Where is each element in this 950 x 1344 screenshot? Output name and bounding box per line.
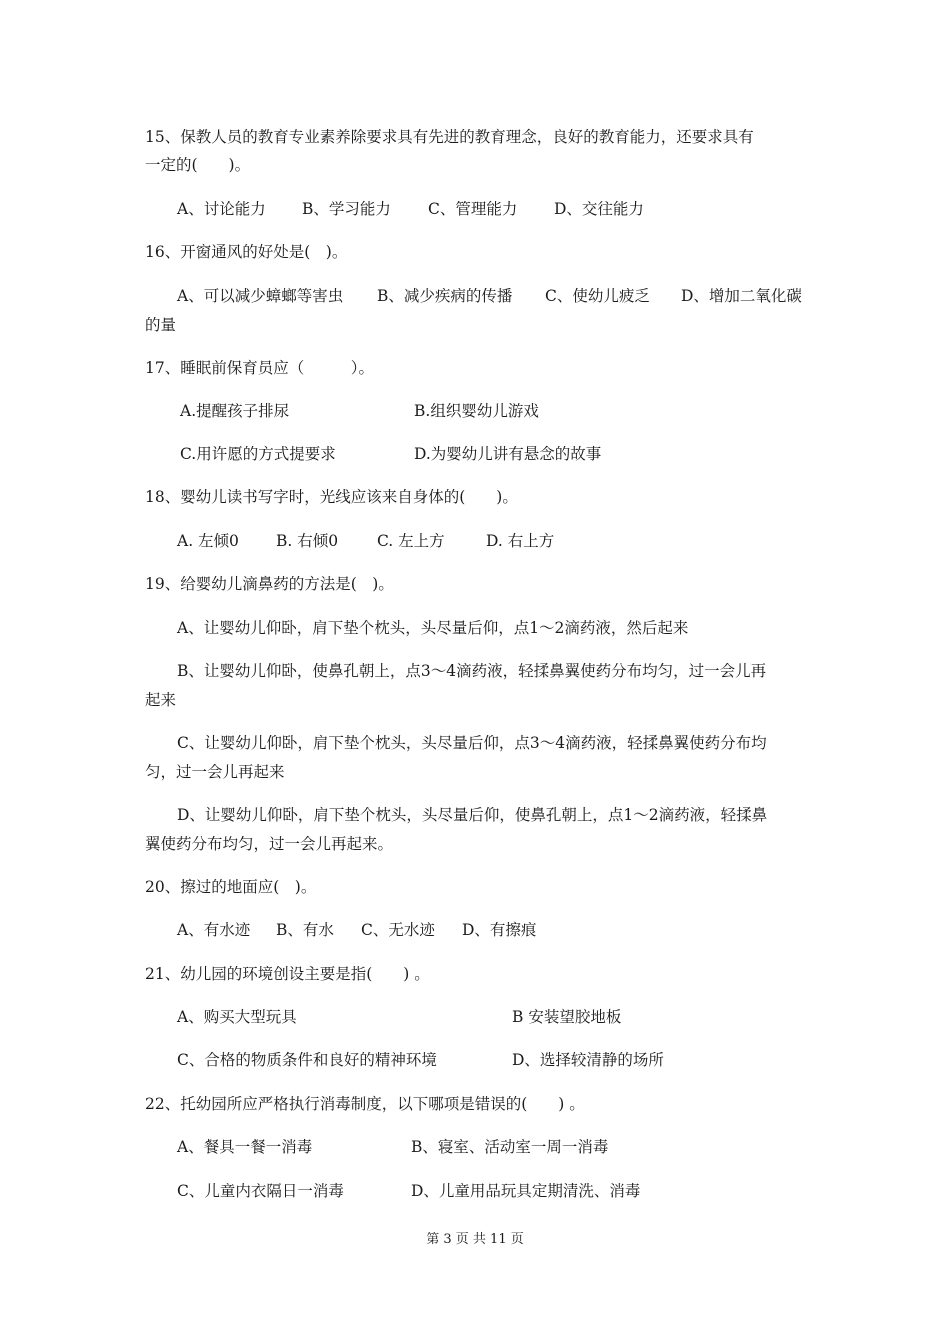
q19-option-d-line2: 翼使药分布均匀，过一会儿再起来。 [145,835,394,853]
q21-option-c: C、合格的物质条件和良好的精神环境 [177,1051,437,1069]
q17-option-c: C.用许愿的方式提要求 [180,445,336,463]
q17-stem: 17、睡眠前保育员应（ ）。 [145,359,374,377]
q22-option-c: C、儿童内衣隔日一消毒 [177,1182,344,1200]
q20-option-a: A、有水迹 [177,921,251,939]
q18-option-d: D. 右上方 [486,532,555,550]
q16-option-d: D、增加二氧化碳 [681,287,802,305]
q16-option-b: B、减少疾病的传播 [377,287,513,305]
q16-option-d-continued: 的量 [145,316,177,334]
q22-option-b: B、寝室、活动室一周一消毒 [411,1138,609,1156]
q22-stem: 22、托幼园所应严格执行消毒制度，以下哪项是错误的( ) 。 [145,1095,585,1113]
q21-stem: 21、幼儿园的环境创设主要是指( ) 。 [145,965,430,983]
q22-option-a: A、餐具一餐一消毒 [177,1138,313,1156]
q18-stem: 18、婴幼儿读书写字时，光线应该来自身体的( )。 [145,488,518,506]
q19-option-c-line2: 匀，过一会儿再起来 [145,763,285,781]
q20-option-c: C、无水迹 [361,921,435,939]
q20-option-b: B、有水 [276,921,334,939]
q19-option-c-line1: C、让婴幼儿仰卧，肩下垫个枕头，头尽量后仰，点3～4滴药液，轻揉鼻翼使药分布均 [177,734,767,752]
q19-option-b-line1: B、让婴幼儿仰卧，使鼻孔朝上，点3～4滴药液，轻揉鼻翼使药分布均匀，过一会儿再 [177,662,767,680]
q17-option-d: D.为婴幼儿讲有悬念的故事 [414,445,602,463]
page-number: 第 3 页 共 11 页 [426,1232,524,1247]
q19-option-a: A、让婴幼儿仰卧，肩下垫个枕头，头尽量后仰，点1～2滴药液，然后起来 [177,619,689,637]
q15-option-a: A、讨论能力 [177,200,266,218]
q16-option-a: A、可以减少蟑螂等害虫 [177,287,344,305]
q17-option-b: B.组织婴幼儿游戏 [414,402,539,420]
q15-option-c: C、管理能力 [428,200,518,218]
q21-option-d: D、选择较清静的场所 [512,1051,664,1069]
q15-option-b: B、学习能力 [302,200,391,218]
q22-option-d: D、儿童用品玩具定期清洗、消毒 [411,1182,641,1200]
q20-option-d: D、有擦痕 [462,921,537,939]
q20-stem: 20、擦过的地面应( )。 [145,878,317,896]
q18-option-b: B. 右倾0 [276,532,339,550]
q15-option-d: D、交往能力 [554,200,644,218]
q15-stem-line1: 15、保教人员的教育专业素养除要求具有先进的教育理念，良好的教育能力，还要求具有 [145,128,754,146]
q17-option-a: A.提醒孩子排尿 [180,402,290,420]
q19-option-d-line1: D、让婴幼儿仰卧，肩下垫个枕头，头尽量后仰，使鼻孔朝上，点1～2滴药液，轻揉鼻 [177,806,768,824]
q21-option-b: B 安装望胶地板 [512,1008,622,1026]
q19-option-b-line2: 起来 [145,691,177,709]
q21-option-a: A、购买大型玩具 [177,1008,297,1026]
q15-stem-line2: 一定的( )。 [145,156,251,174]
q19-stem: 19、给婴幼儿滴鼻药的方法是( )。 [145,575,394,593]
q18-option-a: A. 左倾0 [177,532,239,550]
q16-stem: 16、开窗通风的好处是( )。 [145,243,348,261]
q16-option-c: C、使幼儿疲乏 [545,287,650,305]
q18-option-c: C. 左上方 [377,532,445,550]
